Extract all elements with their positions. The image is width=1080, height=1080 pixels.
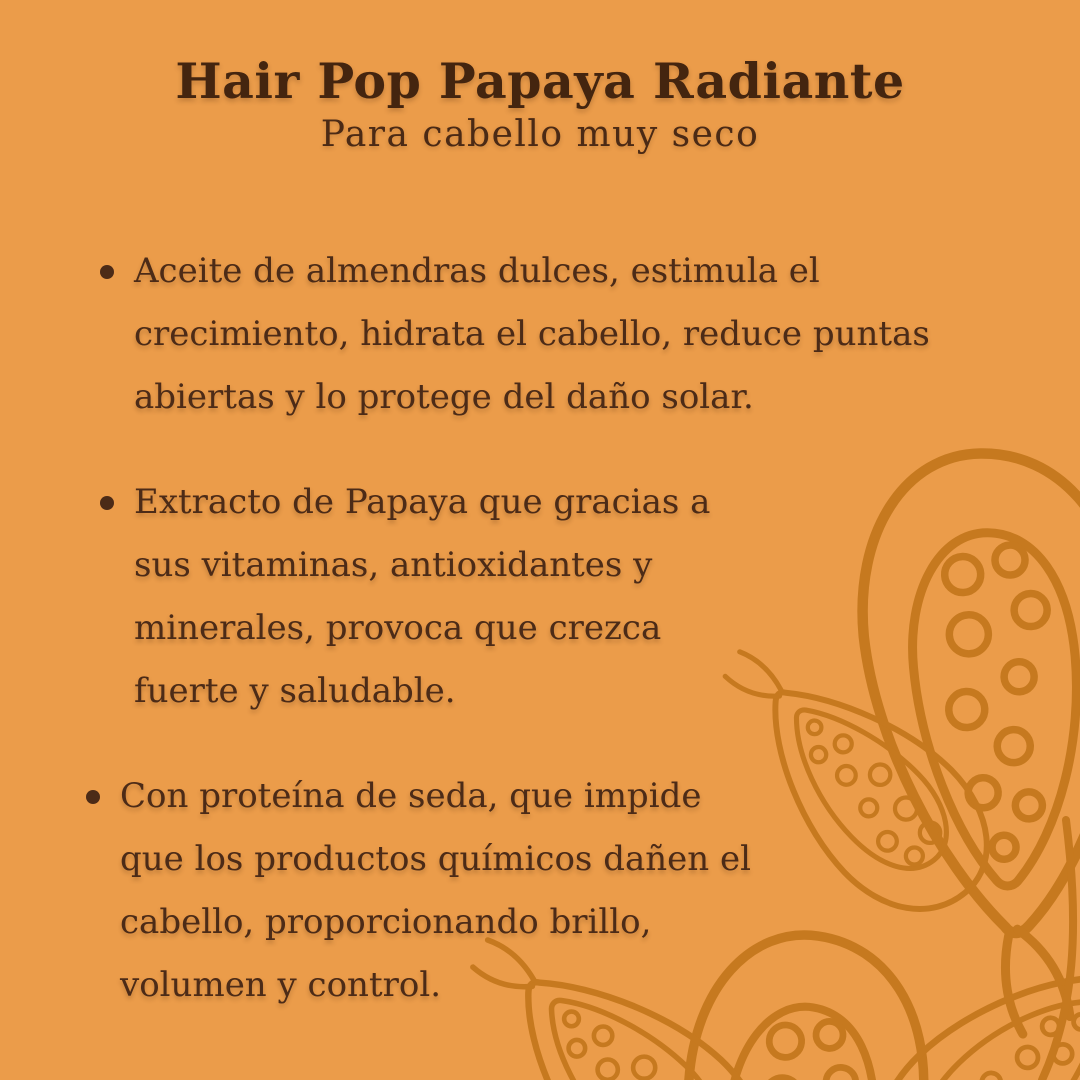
benefit-line: minerales, provoca que crezca: [134, 608, 662, 648]
bullet-dot: [100, 496, 114, 510]
benefit-line: Con proteína de seda, que impide: [120, 776, 702, 816]
benefit-line: abiertas y lo protege del daño solar.: [134, 377, 754, 417]
benefit-line: Aceite de almendras dulces, estimula el: [134, 251, 820, 291]
benefit-item-silk-protein: [86, 765, 1000, 1017]
benefit-item-almond-oil: [100, 240, 1000, 429]
benefit-text: [120, 765, 751, 1017]
benefit-line: sus vitaminas, antioxidantes y: [134, 545, 653, 585]
bullet-dot: [86, 790, 100, 804]
benefit-line: crecimiento, hidrata el cabello, reduce puntas: [134, 314, 930, 354]
header: [0, 52, 1080, 155]
product-subtitle: Para cabello muy seco: [320, 114, 760, 155]
benefit-item-papaya-extract: [100, 471, 1000, 723]
product-title: Hair Pop Papaya Radiante: [175, 52, 905, 110]
benefits-list: [100, 240, 1000, 1059]
benefit-line: fuerte y saludable.: [134, 671, 456, 711]
benefit-text: [134, 240, 930, 429]
benefit-line: cabello, proporcionando brillo,: [120, 902, 652, 942]
bullet-dot: [100, 265, 114, 279]
benefit-text: [134, 471, 710, 723]
benefit-line: que los productos químicos dañen el: [120, 839, 751, 879]
benefit-line: volumen y control.: [120, 965, 442, 1005]
benefit-line: Extracto de Papaya que gracias a: [134, 482, 711, 522]
